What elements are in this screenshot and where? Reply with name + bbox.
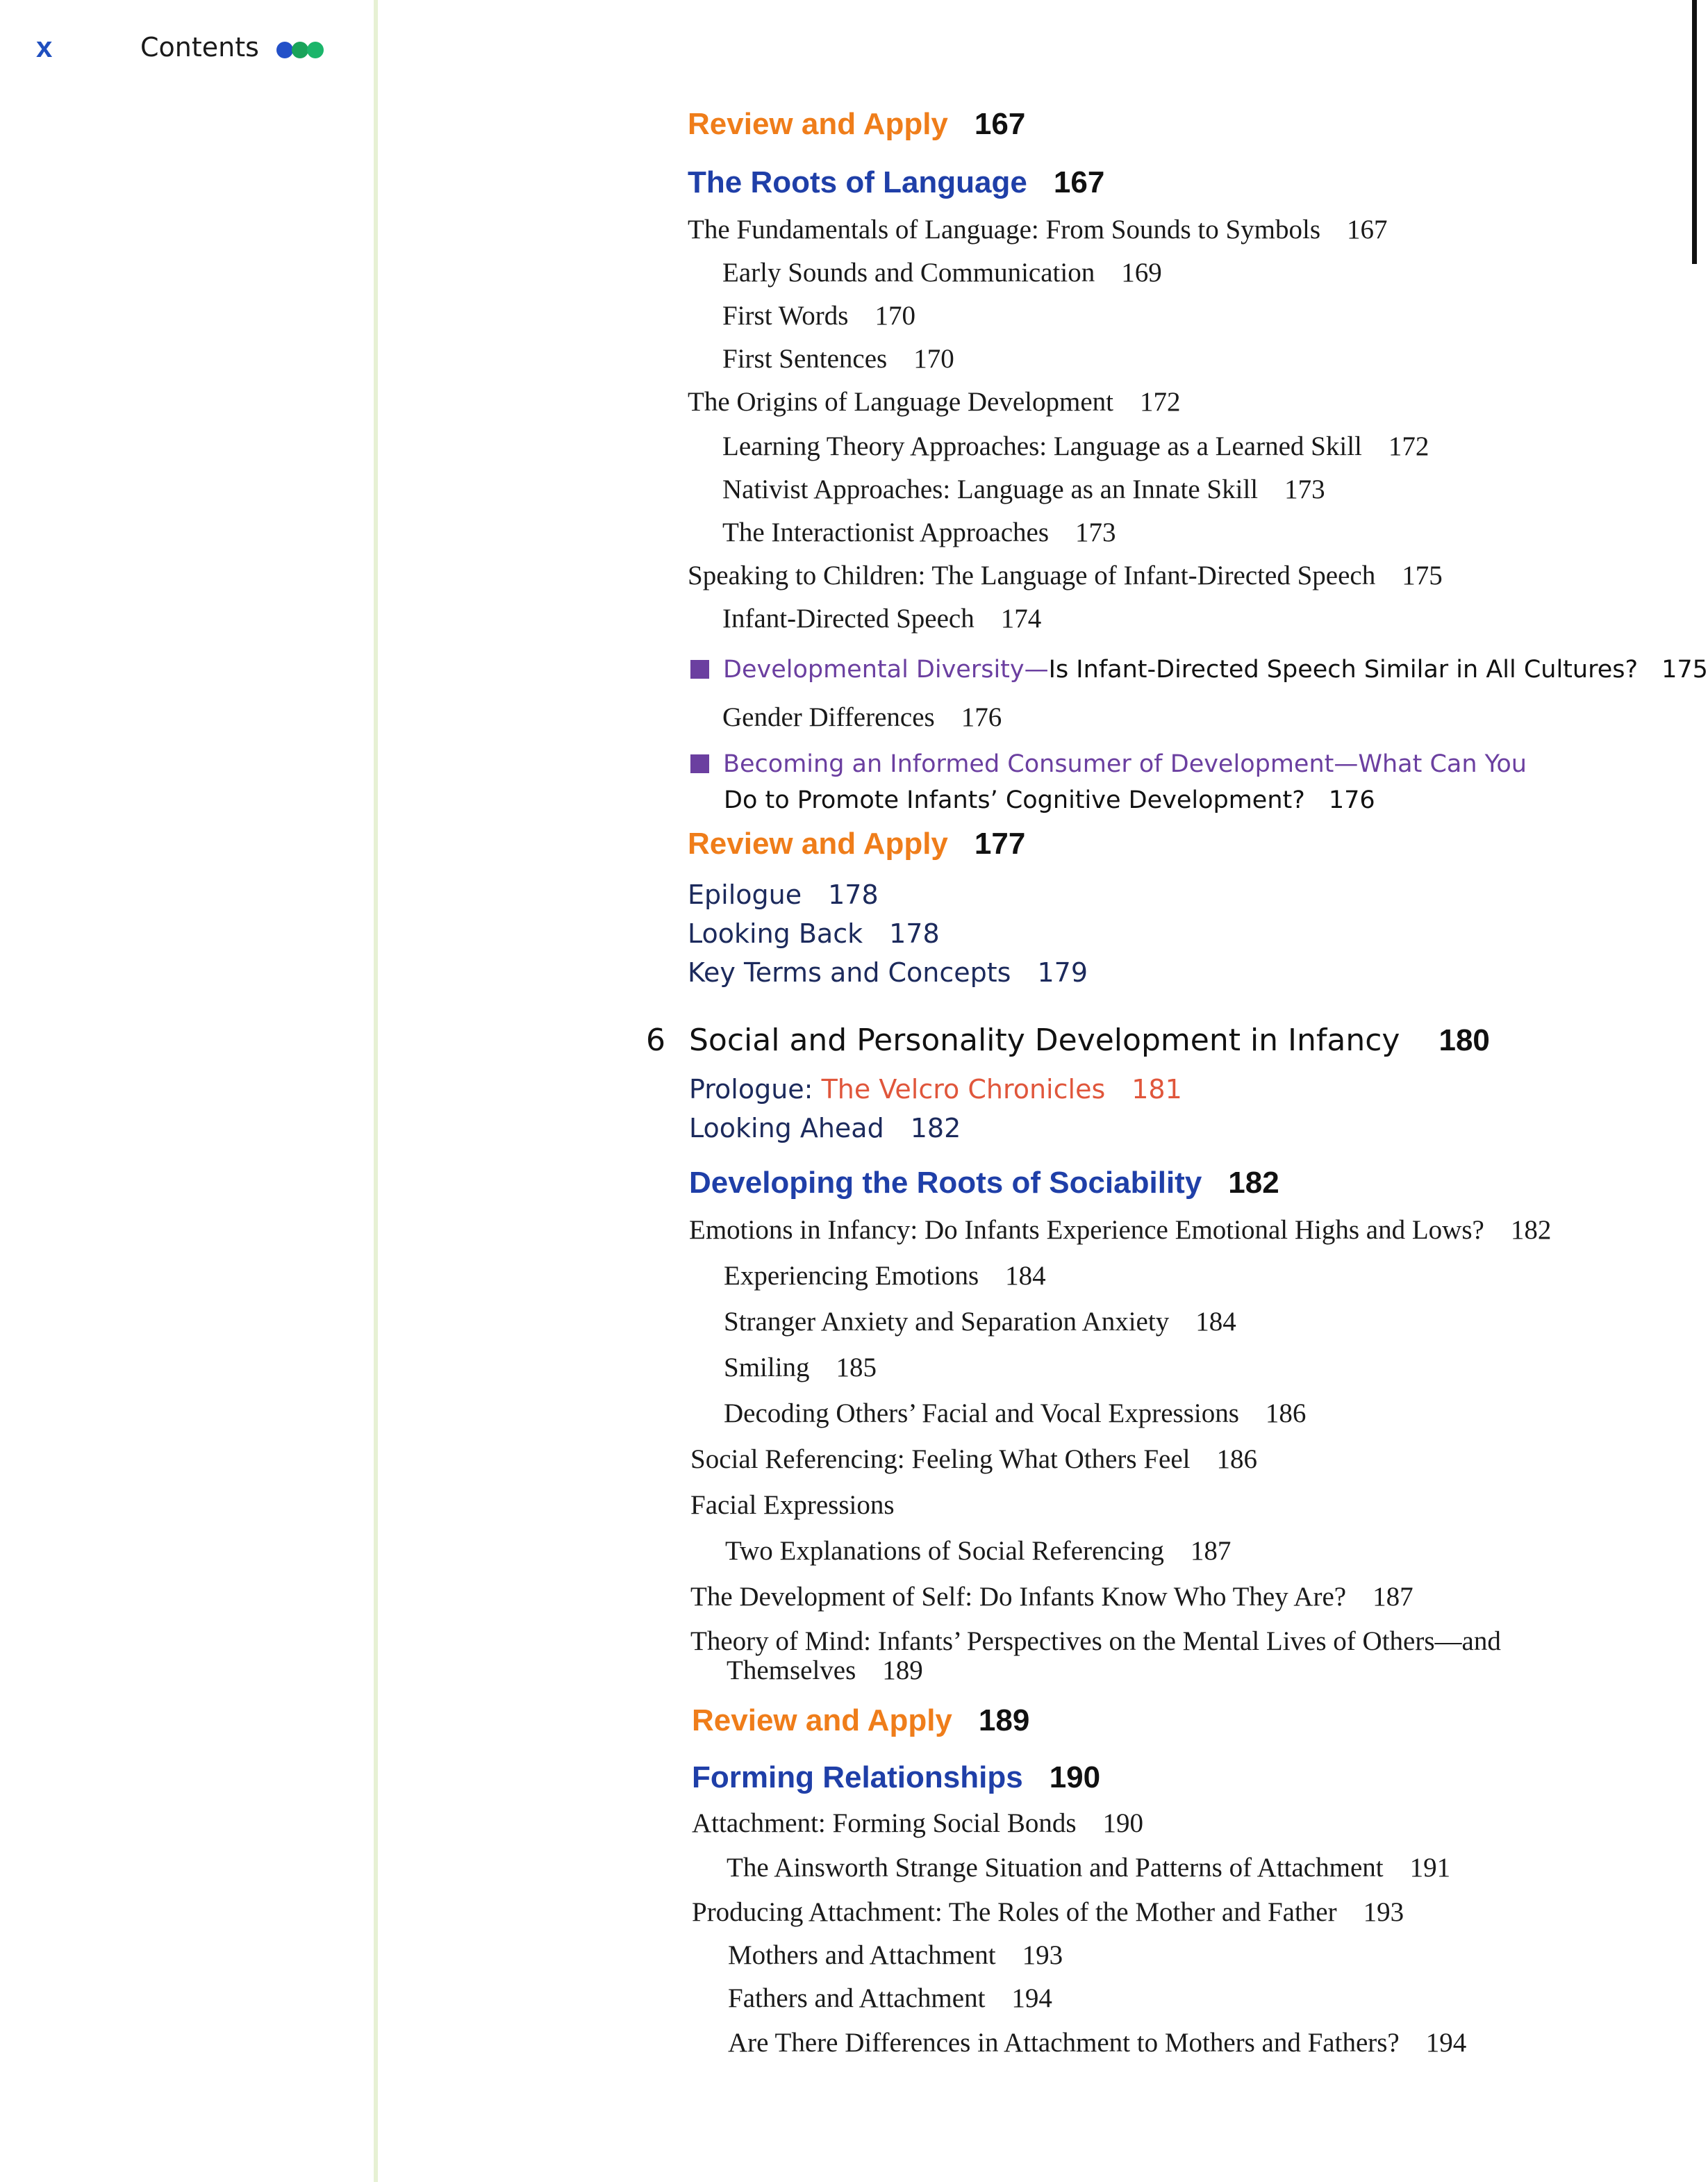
chapter-number: 6: [646, 1023, 665, 1058]
toc-subentry[interactable]: The Interactionist Approaches 173: [722, 518, 1116, 547]
running-head: Contents: [140, 32, 259, 63]
page-number: 190: [1049, 1760, 1101, 1794]
feature-entry-developmental-diversity[interactable]: Developmental Diversity—Is Infant-Directed Speech Similar in All Cultures? 175: [690, 656, 1708, 684]
toc-subentry[interactable]: Smiling 185: [724, 1353, 877, 1382]
section-heading[interactable]: Developing the Roots of Sociability 182: [689, 1166, 1279, 1200]
prologue-entry[interactable]: Prologue: The Velcro Chronicles 181: [689, 1074, 1182, 1105]
toc-entry[interactable]: Theory of Mind: Infants’ Perspectives on the Mental Lives of Others—and: [690, 1626, 1501, 1656]
toc-nav-entry[interactable]: Key Terms and Concepts 179: [688, 957, 1088, 988]
page-number: 167: [1053, 165, 1105, 199]
page-number: 180: [1438, 1023, 1490, 1057]
toc-subentry[interactable]: Fathers and Attachment 194: [728, 1983, 1052, 2013]
toc-subentry[interactable]: Infant-Directed Speech 174: [722, 604, 1042, 634]
toc-subentry[interactable]: Experiencing Emotions 184: [724, 1261, 1046, 1291]
toc-subentry[interactable]: Mothers and Attachment 193: [728, 1940, 1063, 1970]
section-heading[interactable]: Forming Relationships 190: [692, 1760, 1101, 1794]
toc-subentry[interactable]: First Words 170: [722, 301, 915, 331]
toc-entry[interactable]: Emotions in Infancy: Do Infants Experience Emotional Highs and Lows? 182: [689, 1215, 1552, 1245]
toc-nav-entry[interactable]: Epilogue 178: [688, 879, 879, 910]
toc-entry[interactable]: The Development of Self: Do Infants Know Who They Are? 187: [690, 1582, 1413, 1612]
page-number: 189: [978, 1703, 1030, 1737]
toc-subentry[interactable]: The Ainsworth Strange Situation and Patterns of Attachment 191: [727, 1853, 1451, 1883]
toc-subentry[interactable]: Gender Differences 176: [722, 702, 1002, 732]
page-number: 167: [974, 107, 1026, 141]
section-heading[interactable]: The Roots of Language 167: [688, 165, 1105, 199]
feature-entry-informed-consumer[interactable]: Becoming an Informed Consumer of Development—What Can You: [690, 750, 1527, 778]
toc-entry[interactable]: The Fundamentals of Language: From Sounds to Symbols 167: [688, 215, 1388, 245]
toc-subentry[interactable]: First Sentences 170: [722, 344, 954, 374]
toc-entry[interactable]: Attachment: Forming Social Bonds 190: [692, 1808, 1144, 1838]
page-number-marker: x: [36, 31, 53, 63]
toc-subentry[interactable]: Decoding Others’ Facial and Vocal Expressions 186: [724, 1398, 1307, 1428]
page-number: 182: [1228, 1166, 1279, 1200]
toc-entry[interactable]: Social Referencing: Feeling What Others Feel 186: [690, 1444, 1257, 1474]
toc-entry[interactable]: Speaking to Children: The Language of Infant-Directed Speech 175: [688, 561, 1443, 590]
feature-entry-continuation[interactable]: Do to Promote Infants’ Cognitive Development? 176: [724, 786, 1375, 814]
toc-nav-entry[interactable]: Looking Ahead 182: [689, 1113, 961, 1143]
square-bullet-icon: [690, 754, 709, 773]
review-and-apply-heading[interactable]: Review and Apply 167: [688, 107, 1026, 141]
toc-subentry[interactable]: Two Explanations of Social Referencing 187: [725, 1536, 1232, 1566]
review-and-apply-heading[interactable]: Review and Apply 189: [692, 1703, 1030, 1737]
toc-entry-continuation[interactable]: Themselves 189: [727, 1655, 923, 1685]
toc-subentry[interactable]: Nativist Approaches: Language as an Innate Skill 173: [722, 474, 1325, 504]
toc-nav-entry[interactable]: Looking Back 178: [688, 918, 940, 949]
page-number: 177: [974, 827, 1026, 861]
toc-subentry[interactable]: Early Sounds and Communication 169: [722, 258, 1162, 288]
toc-subentry[interactable]: Are There Differences in Attachment to Mothers and Fathers? 194: [728, 2028, 1467, 2058]
toc-subentry[interactable]: Stranger Anxiety and Separation Anxiety 184: [724, 1307, 1236, 1337]
toc-subentry[interactable]: Learning Theory Approaches: Language as a Learned Skill 172: [722, 431, 1429, 461]
toc-entry[interactable]: The Origins of Language Development 172: [688, 387, 1181, 417]
chapter-heading[interactable]: 6 Social and Personality Development in Infancy 180: [646, 1023, 1490, 1058]
square-bullet-icon: [690, 660, 709, 679]
toc-entry[interactable]: Producing Attachment: The Roles of the Mother and Father 193: [692, 1897, 1404, 1927]
review-and-apply-heading[interactable]: Review and Apply 177: [688, 827, 1026, 861]
toc-entry[interactable]: Facial Expressions: [690, 1490, 895, 1520]
